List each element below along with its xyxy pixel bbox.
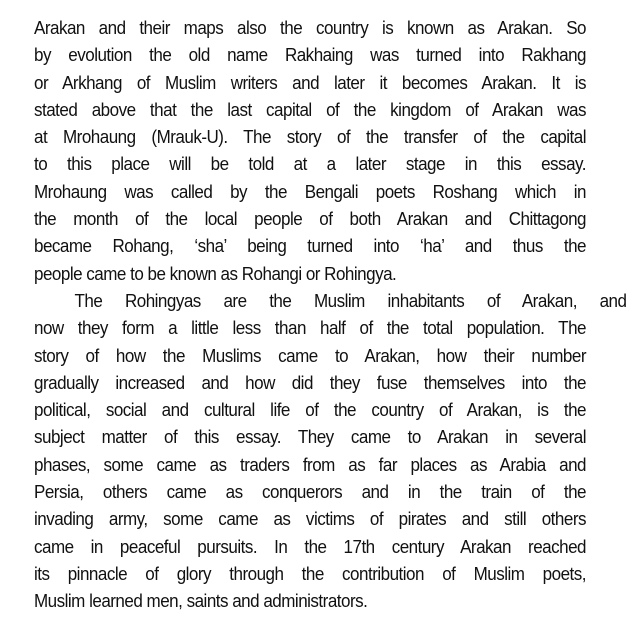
text-line-last: Muslim learned men, saints and administrators. (34, 590, 368, 612)
text-line: the month of the local people of both Arakan and Chittagong (34, 208, 586, 230)
text-line: subject matter of this essay. They came to Arakan in several (34, 426, 586, 448)
text-line: Mrohaung was called by the Bengali poets Roshang which in (34, 180, 586, 202)
text-line: Arakan and their maps also the country is known as Arakan. So (34, 17, 586, 38)
paragraph-2 (34, 287, 627, 615)
document-body (34, 14, 627, 615)
text-line: at Mrohaung (Mrauk-U). The story of the transfer of the capital (34, 126, 586, 148)
text-line: Persia, others came as conquerors and in the train of the (34, 481, 586, 503)
text-line: now they form a little less than half of the total population. The (34, 317, 586, 339)
text-line: story of how the Muslims came to Arakan, how their number (34, 344, 586, 366)
text-line: by evolution the old name Rakhaing was turned into Rakhang (34, 44, 586, 66)
text-line: came in peaceful pursuits. In the 17th century Arakan reached (34, 535, 586, 557)
text-line: became Rohang, ‘sha’ being turned into ‘ha’ and thus the (34, 235, 586, 257)
text-line: to this place will be told at a later stage in this essay. (34, 153, 586, 175)
text-line: political, social and cultural life of the country of Arakan, is the (34, 399, 586, 421)
text-line: gradually increased and how did they fuse themselves into the (34, 371, 586, 393)
paragraph-1 (34, 14, 586, 287)
text-line: or Arkhang of Muslim writers and later it becomes Arakan. It is (34, 71, 586, 93)
text-line-last: people came to be known as Rohangi or Rohingya. (34, 262, 397, 284)
text-line: stated above that the last capital of the kingdom of Arakan was (34, 98, 586, 120)
text-line: phases, some came as traders from as far places as Arabia and (34, 453, 586, 475)
text-line: invading army, some came as victims of pirates and still others (34, 508, 586, 530)
text-line: its pinnacle of glory through the contribution of Muslim poets, (34, 562, 586, 584)
text-line-first-indented: The Rohingyas are the Muslim inhabitants of Arakan, and (74, 289, 627, 311)
